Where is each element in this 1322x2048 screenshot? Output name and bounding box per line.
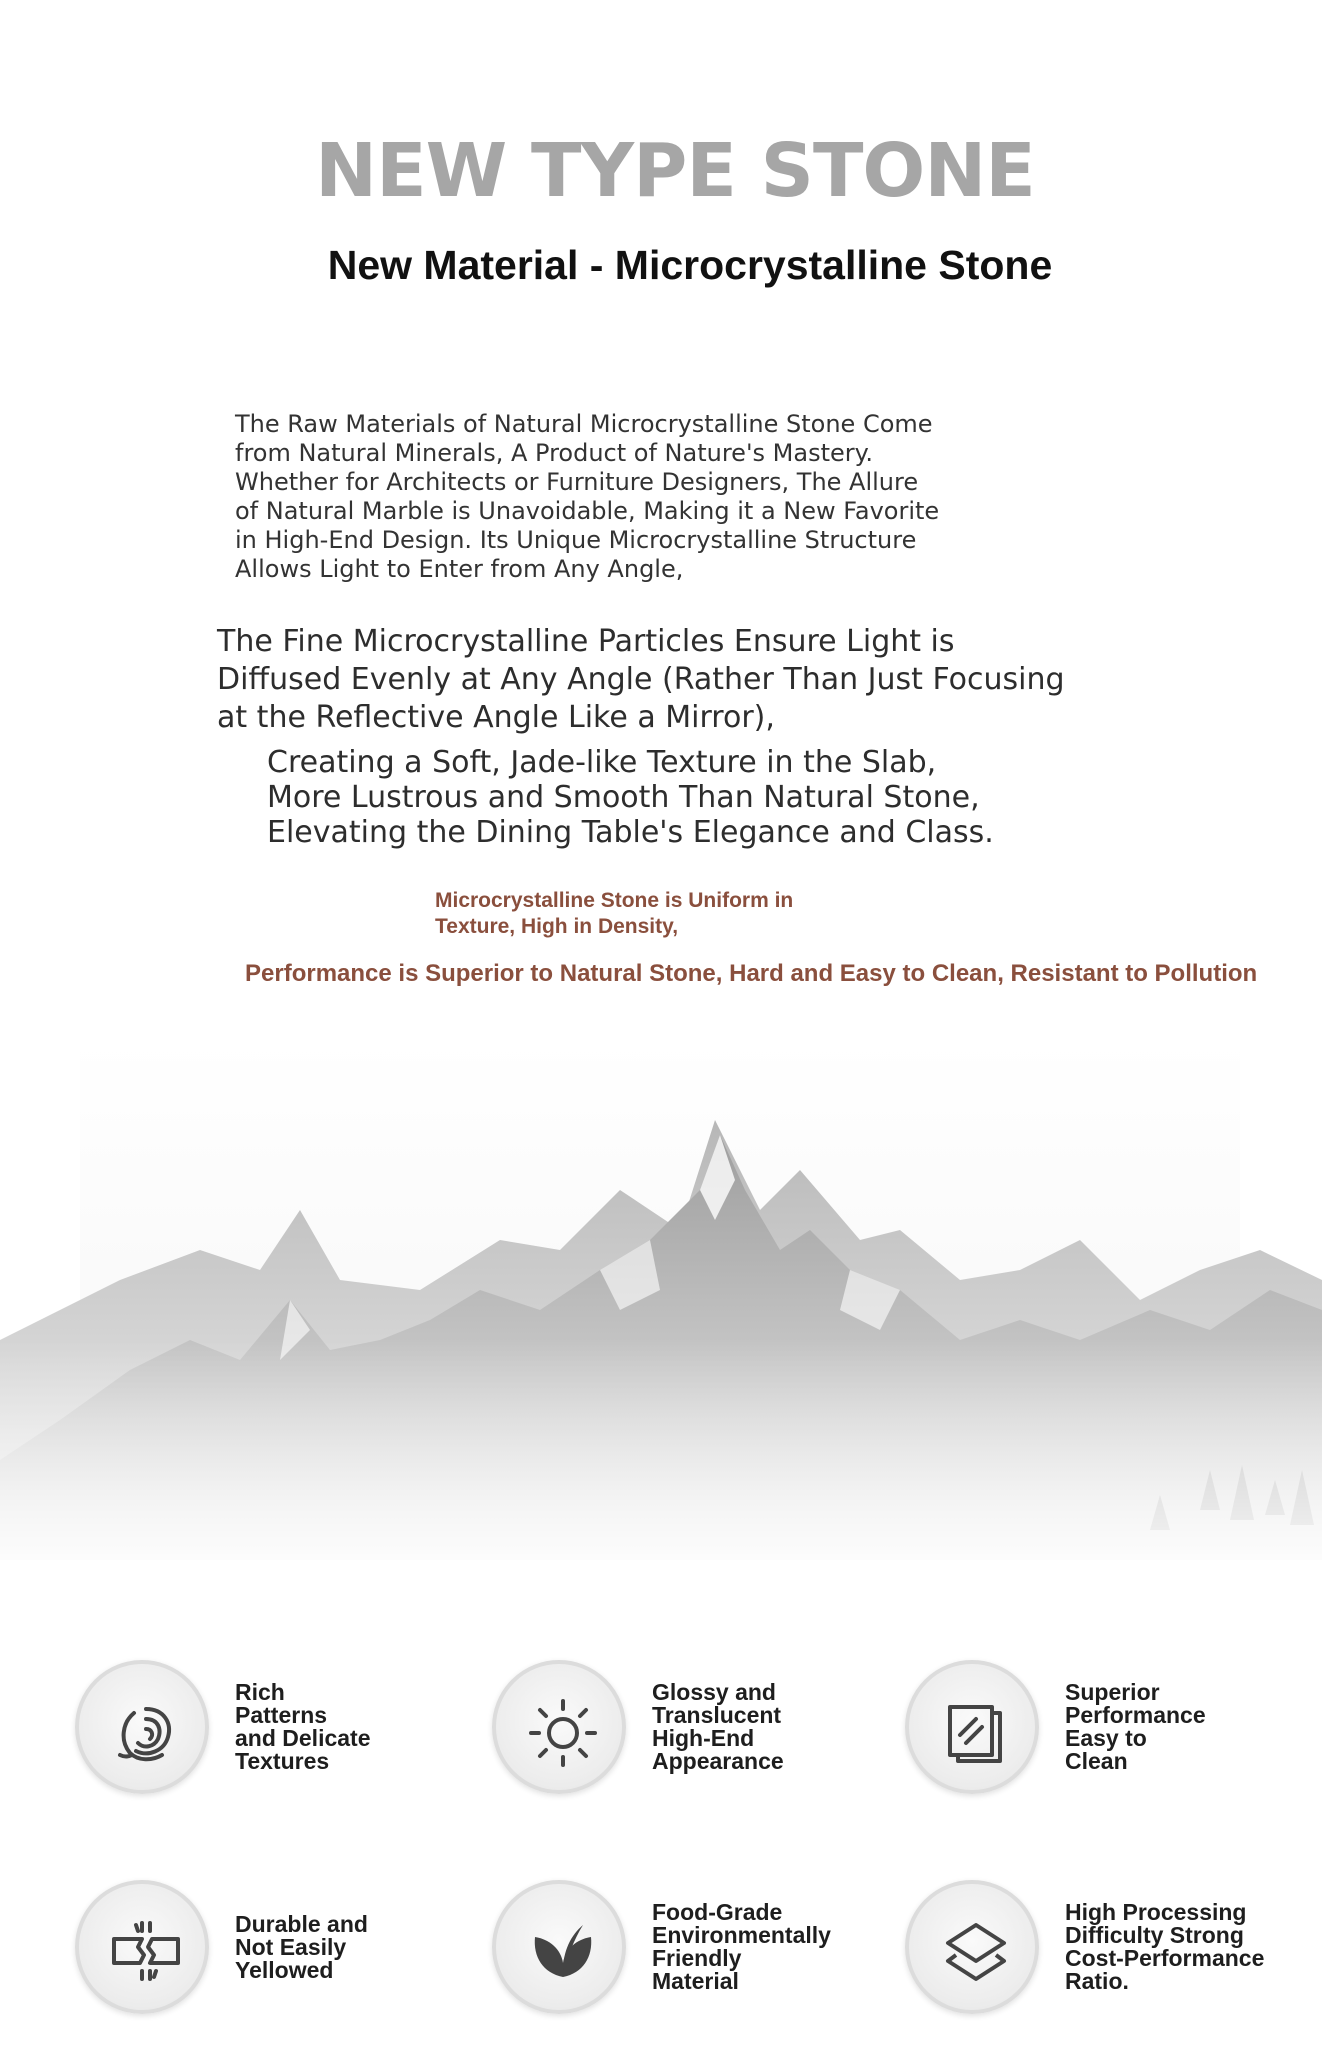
swirl-pattern-icon [106,1691,186,1771]
feature-label: High Processing Difficulty Strong Cost-Performance Ratio. [1065,1899,1265,1994]
density-note: Microcrystalline Stone is Uniform in Texture, High in Density, [435,889,794,938]
sun-icon [523,1691,603,1771]
feature-item [75,1660,455,1810]
page-title: NEW TYPE STONE [315,128,1035,214]
feature-item [905,1880,1285,2030]
mountain-image [0,1040,1322,1560]
light-paragraph: The Fine Microcrystalline Particles Ensure Light is Diffused Evenly at Any Angle (Rather Than Just Focusing at the Reflective Angle Like a Mirror), [217,624,1065,735]
feature-icon-badge [75,1660,209,1794]
performance-note: Performance is Superior to Natural Stone, Hard and Easy to Clean, Resistant to Pollution [245,960,1258,987]
feature-item [75,1880,455,2030]
glossy-slab-icon [936,1691,1016,1771]
feature-label: Food-Grade Environmentally Friendly Material [652,1899,831,1994]
feature-icon-badge [492,1880,626,2014]
broken-board-icon [106,1911,186,1991]
feature-icon-badge [492,1660,626,1794]
intro-paragraph: The Raw Materials of Natural Microcrystalline Stone Come from Natural Minerals, A Product of Nature's Mastery. Whether for Architects or Furniture Designers, The Allure of Natural Marble is Unavoidable, Making it a New Favorite in High-End Design. Its Unique Microcrystalline Structure Allows Light to Enter from Any Angle, [235,410,940,583]
feature-label: Superior Performance Easy to Clean [1065,1679,1206,1774]
feature-item [492,1880,872,2030]
feature-icon-badge [905,1660,1039,1794]
page-subtitle: New Material - Microcrystalline Stone [327,242,1053,288]
feature-item [492,1660,872,1810]
layers-icon [936,1911,1016,1991]
feature-label: Glossy and Translucent High-End Appearance [652,1679,784,1774]
leaf-icon [523,1911,603,1991]
feature-icon-badge [75,1880,209,2014]
feature-item [905,1660,1285,1810]
feature-label: Rich Patterns and Delicate Textures [235,1679,371,1774]
feature-icon-badge [905,1880,1039,2014]
feature-label: Durable and Not Easily Yellowed [235,1910,368,1983]
texture-paragraph: Creating a Soft, Jade-like Texture in the Slab, More Lustrous and Smooth Than Natural Stone, Elevating the Dining Table's Elegance and Class. [267,745,994,850]
